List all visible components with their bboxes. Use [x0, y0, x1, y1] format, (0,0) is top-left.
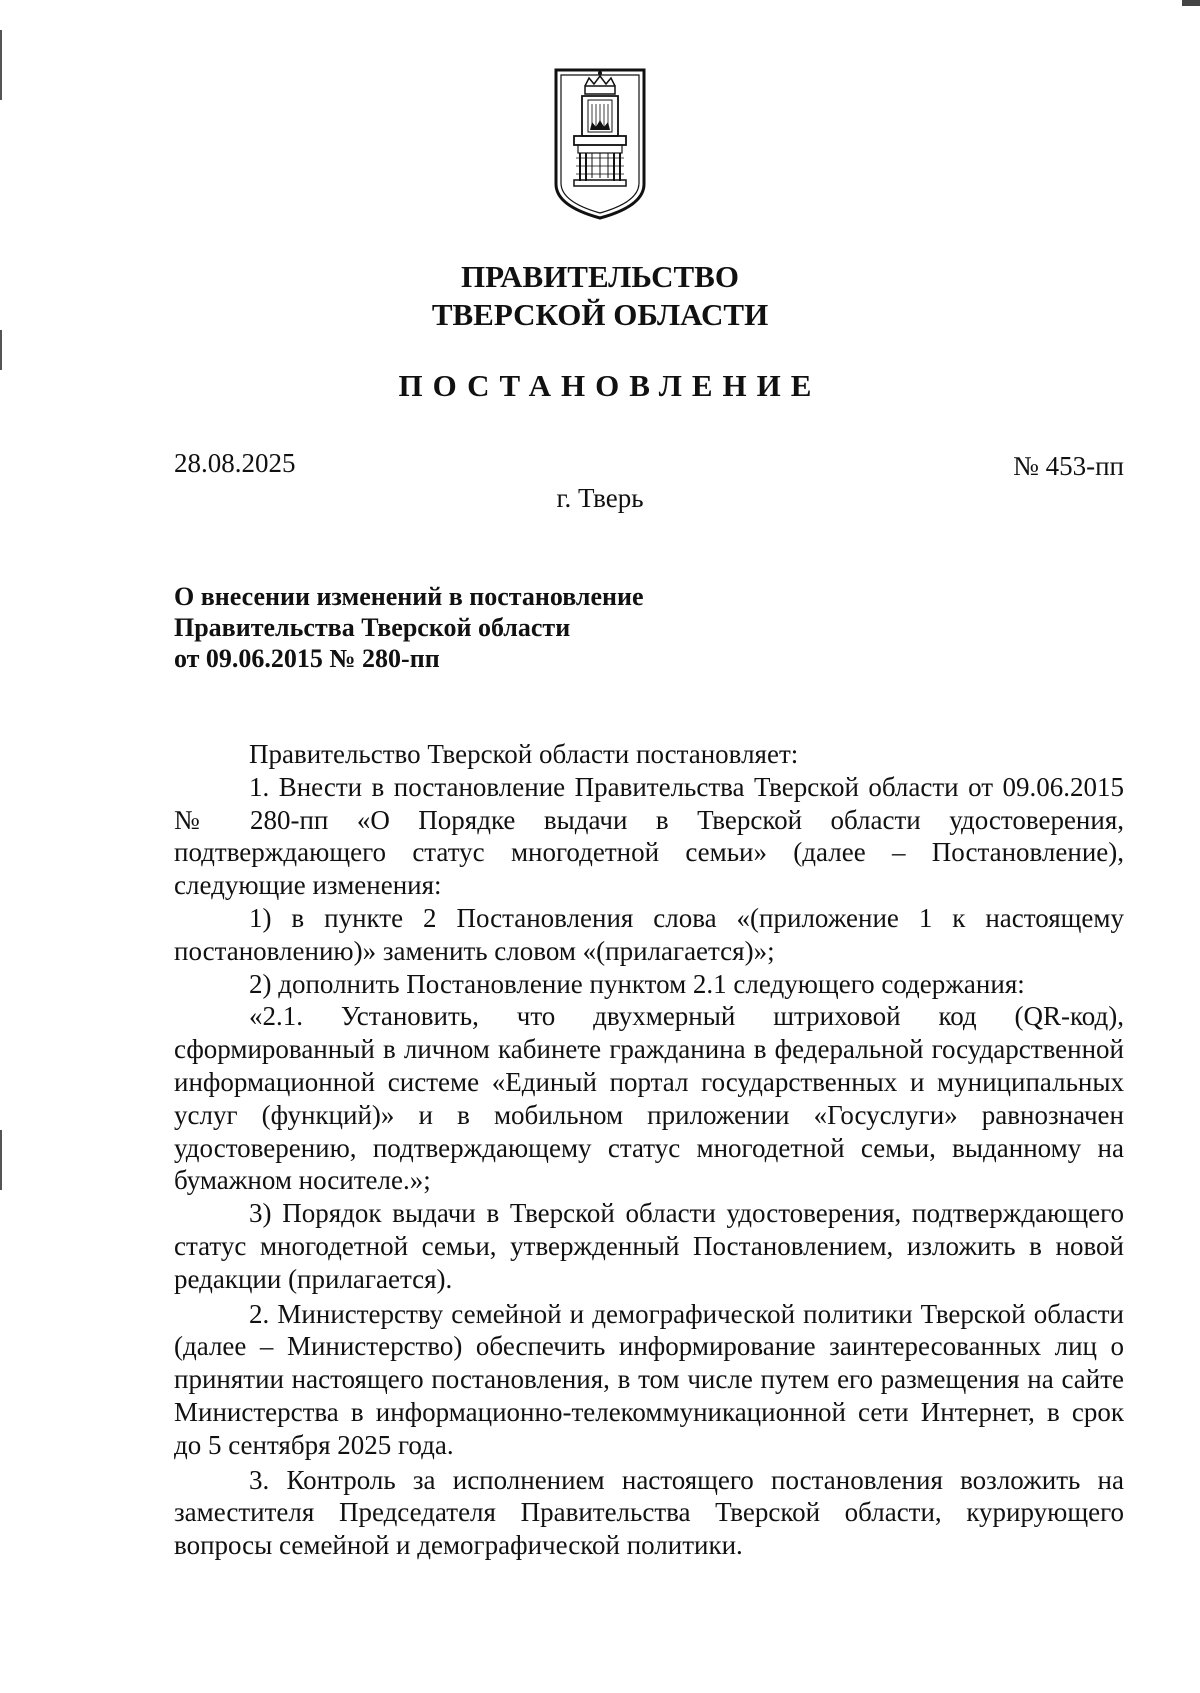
document-date: 28.08.2025	[174, 448, 296, 478]
scan-edge-mark	[0, 30, 2, 100]
scan-corner-mark	[1182, 0, 1200, 6]
scan-edge-mark	[0, 330, 2, 370]
body-paragraph: 3. Контроль за исполнением настоящего постановления возложить на заместителя Председателя Правительства Тверской области, курирующего вопросы семейной и демографической политики.	[174, 1464, 1124, 1561]
body-paragraph: 2. Министерству семейной и демографической политики Тверской области (далее – Министерство) обеспечить информирование заинтересованных лиц о принятии настоящего постановления, в том числе путем его размещения на сайте Министерства в информационно-телекоммуникационной сети Интернет, в срок до 5 сентября 2025 года.	[174, 1298, 1124, 1460]
body-paragraph: 2) дополнить Постановление пунктом 2.1 следующего содержания:	[249, 968, 1025, 999]
document-number: № 453-пп	[1013, 451, 1124, 481]
title-line: О внесении изменений в постановление	[174, 582, 644, 611]
document-body	[174, 738, 1124, 1562]
document-city: г. Тверь	[556, 483, 644, 513]
coat-of-arms-icon	[552, 66, 648, 222]
title-line: от 09.06.2015 № 280-пп	[174, 644, 440, 673]
body-paragraph: 1) в пункте 2 Постановления слова «(приложение 1 к настоящему постановлению)» заменить словом «(прилагается)»;	[174, 902, 1124, 966]
body-paragraph: «2.1. Установить, что двухмерный штриховой код (QR-код), сформированный в личном кабинете гражданина в федеральной государственной информационной системе «Единый портал государственных и муниципальных услуг (функций)» и в мобильном приложении «Госуслуги» равнозначен удостоверению, подтверждающему статус многодетной семьи, выданному на бумажном носителе.»;	[174, 1001, 1124, 1196]
scan-edge-mark	[0, 1130, 2, 1190]
org-name-line1: ПРАВИТЕЛЬСТВО	[461, 259, 739, 294]
body-paragraph: Правительство Тверской области постановляет:	[249, 739, 799, 769]
document-title	[174, 581, 644, 674]
org-name-line2: ТВЕРСКОЙ ОБЛАСТИ	[431, 297, 769, 332]
title-line: Правительства Тверской области	[174, 613, 571, 642]
body-paragraph: 1. Внести в постановление Правительства Тверской области от 09.06.2015 № 280-пп «О Порядке выдачи в Тверской области удостоверения, подтверждающего статус многодетной семьи» (далее – Постановление), следующие изменения:	[174, 771, 1124, 901]
body-paragraph: 3) Порядок выдачи в Тверской области удостоверения, подтверждающего статус многодетной семьи, утвержденный Постановлением, изложить в новой редакции (прилагается).	[174, 1198, 1124, 1294]
document-type: ПОСТАНОВЛЕНИЕ	[398, 368, 822, 403]
